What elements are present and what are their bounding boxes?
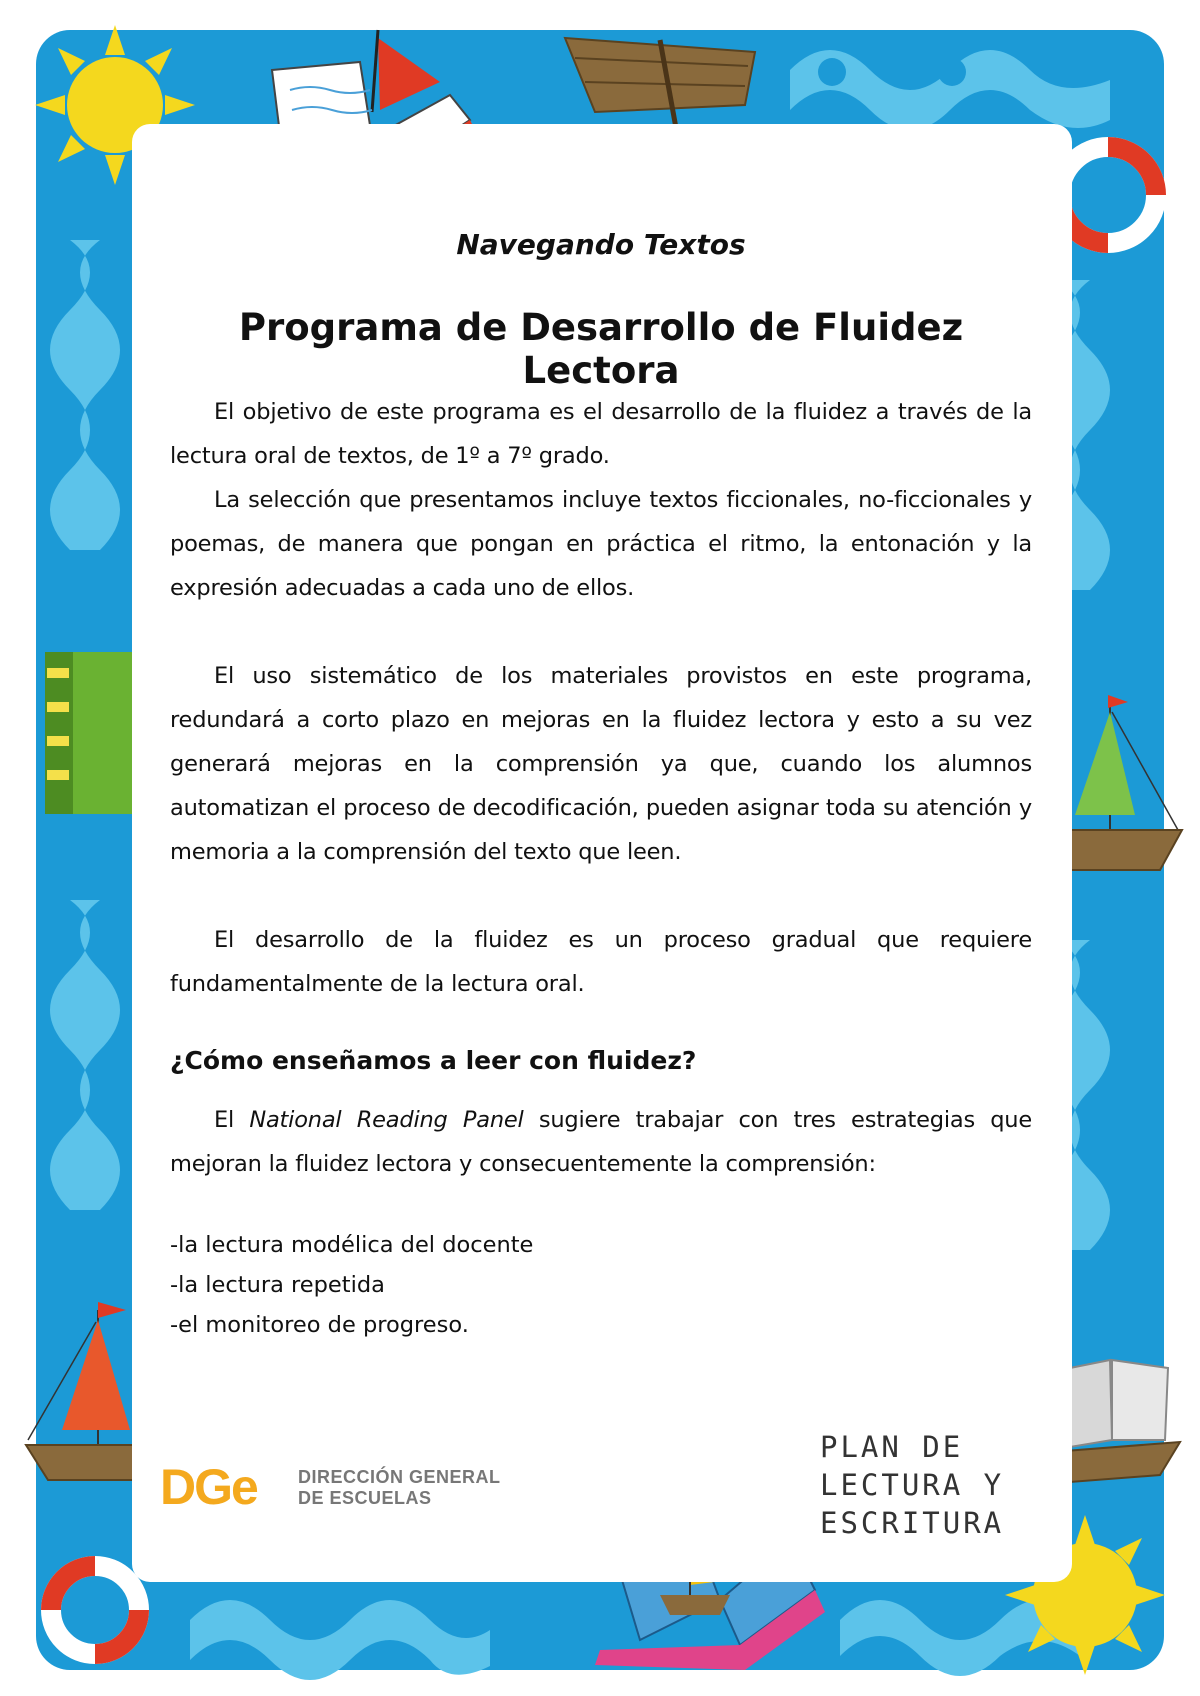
lifebuoy-top-right — [1060, 147, 1156, 243]
plan-logo-line1: PLAN DE — [820, 1430, 964, 1464]
paragraph-selection — [170, 478, 1032, 610]
strategy-item: -la lectura repetida — [170, 1272, 385, 1298]
dge-logo-line1: DIRECCIÓN GENERAL — [298, 1467, 501, 1487]
strategy-item: -el monitoreo de progreso. — [170, 1312, 469, 1338]
paragraph-text: La selección que presentamos incluye textos ficcionales, no-ficcionales y poemas, de manera que pongan en práctica el ritmo, la entonación y la expresión adecuadas a cada uno de ellos. — [170, 487, 1032, 601]
section-heading: ¿Cómo enseñamos a leer con fluidez? — [170, 1046, 697, 1075]
plan-logo-line2: LECTURA Y — [820, 1468, 1005, 1502]
paragraph-text: El desarrollo de la fluidez es un proceso gradual que requiere fundamentalmente de la lectura oral. — [170, 927, 1032, 997]
wave-top-right — [790, 50, 1110, 130]
paragraph-systematic-use — [170, 654, 1032, 874]
nrp-italic: National Reading Panel — [249, 1107, 524, 1133]
strategy-item: -la lectura modélica del docente — [170, 1232, 534, 1258]
paragraph-text: El uso sistemático de los materiales provistos en este programa, redundará a corto plazo en mejoras en la fluidez lectora y esto a su vez generará mejoras en la comprensión ya que, cuando los alumnos automatizan el proceso de decodificación, pueden asignar toda su atención y memoria a la comprensión del texto que leen. — [170, 663, 1032, 865]
paragraph-text: El objetivo de este programa es el desarrollo de la fluidez a través de la lectura oral de textos, de 1º a 7º grado. — [170, 399, 1032, 469]
nrp-before: El — [214, 1107, 250, 1133]
nrp-after: sugiere trabajar con tres estrategias que mejoran la fluidez lectora y consecuentemente la comprensión: — [170, 1107, 1033, 1177]
document-subtitle: Navegando Textos — [456, 228, 746, 261]
paragraph-objective — [170, 390, 1032, 478]
dge-logo-text-mark: DGe — [160, 1459, 257, 1515]
lifebuoy-bottom-left — [51, 1566, 139, 1654]
paragraph-nrp — [170, 1098, 1032, 1186]
dge-logo-line2: DE ESCUELAS — [298, 1488, 432, 1508]
paragraph-gradual-process — [170, 918, 1032, 1006]
document-title: Programa de Desarrollo de Fluidez Lectora — [238, 306, 964, 392]
plan-logo-line3: ESCRITURA — [820, 1506, 1005, 1540]
